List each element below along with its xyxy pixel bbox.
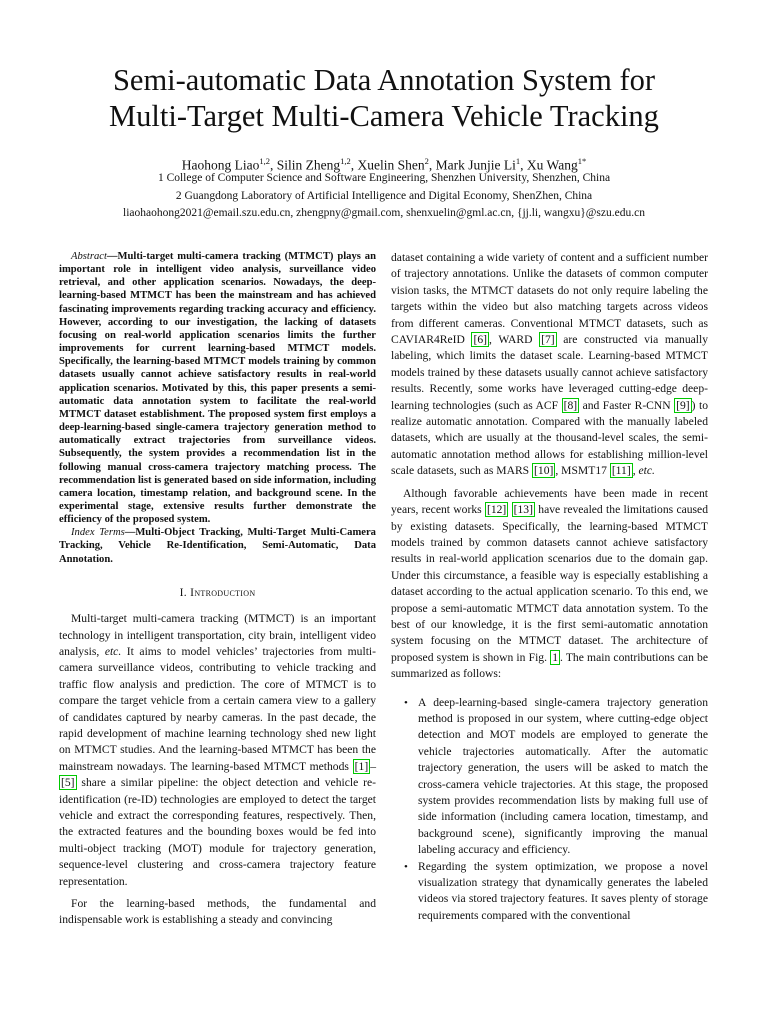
abstract-label: Abstract: [71, 251, 107, 262]
list-item-text: Regarding the system optimization, we propose a novel visualization strategy that dynamically generates the labeled videos via stored trajectory features. It saves plenty of storage requirements compared with the conventional: [418, 859, 708, 922]
list-item-text: A deep-learning-based single-camera trajectory generation method is proposed in our system, where cutting-edge object detection and MOT models are employed to generate the vehicle trajectories automatically. After the automatic trajectory generation, the users will be asked to match the cross-camera vehicle trajectories. At this stage, the proposed system provides recommendation lists by making full use of side information (including camera location, timestamp, and background scene), significantly improving the manual labeling accuracy and efficiency.: [418, 695, 708, 857]
title-line-1: Semi-automatic Data Annotation System for: [112, 63, 656, 97]
intro-paragraph-2: For the learning-based methods, the fundamental and indispensable work is establishing a steady and convincing: [59, 897, 376, 927]
author-separator: ,: [270, 157, 277, 173]
author-affil-mark: 1,2: [259, 156, 271, 166]
body-text: ) to realize automatic annotation. Compared with the manually labeled datasets, which are usually at the thousand-level scales, the semi-automatic annotation method allows for establishing million-level scale datasets, such as MARS: [391, 398, 708, 478]
body-text: , WARD: [489, 333, 540, 347]
citation-link[interactable]: [11]: [611, 464, 631, 478]
intro-text: Multi-target multi-camera tracking (MTMCT) is an important technology in intelligent transportation, city brain, intelligent video analysis,: [59, 612, 376, 658]
author-name: Xuelin Shen: [357, 157, 425, 173]
right-paragraph-1: [391, 250, 708, 480]
author-name: Haohong Liao: [181, 157, 260, 173]
paper-title: [60, 62, 708, 134]
list-item: [391, 695, 708, 859]
section-title: Introduction: [190, 585, 256, 599]
right-column: [391, 250, 708, 924]
author-affil-mark: 1: [515, 156, 521, 166]
body-text: and Faster R-CNN: [579, 398, 675, 412]
body-text: have revealed the limitations caused by existing datasets. Specifically, the learning-based MTMCT models trained by common datasets cannot achieve satisfactory results in real-world application scenarios due to the domain gap. Under this circumstance, a feasible way is especially establishing a dataset according to the actual application scenario. To this end, we propose a semi-automatic MTMCT data annotation system. To the best of our knowledge, it is the first semi-automatic annotation system focusing on the MTMCT dataset. The architecture of proposed system is shown in Fig.: [391, 503, 708, 664]
author-name: Xu Wang: [526, 157, 578, 173]
author-name: Silin Zheng: [276, 157, 341, 173]
citation-link[interactable]: [13]: [513, 503, 533, 517]
index-terms-label: Index Terms: [71, 527, 125, 539]
body-text: dataset containing a wide variety of content and a sufficient number of trajectory annotations. Unlike the datasets of common computer vision tasks, the MTMCT datasets do not only require labeling the targets within the video but also matching targets across videos from different cameras. Conventional MTMCT datasets, such as CAVIAR4ReID: [391, 251, 708, 347]
citation-link[interactable]: [7]: [541, 333, 555, 347]
list-item: [391, 859, 708, 925]
body-text: ,: [632, 464, 639, 478]
right-paragraph-2: [391, 486, 708, 683]
author-affil-mark: 1*: [577, 156, 587, 166]
intro-dash: –: [370, 759, 376, 773]
section-number: I.: [179, 585, 187, 599]
body-text: Although favorable achievements have been made in recent years, recent works: [391, 486, 708, 517]
author-separator: ,: [350, 157, 358, 173]
citation-link[interactable]: [6]: [473, 333, 488, 347]
citation-link[interactable]: [1]: [354, 759, 369, 773]
abstract: [59, 250, 376, 526]
intro-text: It aims to model vehicles’ trajectories from multi-camera surveillance videos, contributing to vehicle tracking and traffic flow analysis and prediction. The core of MTMCT is to compare the target vehicle from a certain camera view to a gallery of candidates captured by nearby cameras. In the past decade, the rapid development of machine learning technology shed new light on MTMCT studies. And the learning-based MTMCT has been the mainstream nowadays. The learning-based MTMCT methods: [59, 644, 376, 773]
author-affil-mark: 2: [424, 156, 429, 166]
section-heading: [59, 585, 376, 601]
left-column: [59, 250, 376, 929]
index-terms-text: —Multi-Object Tracking, Multi-Target Multi-Camera Tracking, Vehicle Re-Identification, Semi-Automatic, Data Annotation.: [59, 527, 376, 565]
contributions-list: [391, 695, 708, 925]
figure-link[interactable]: 1: [552, 650, 558, 664]
body-text: . The main contributions can be summarized as follows:: [391, 650, 708, 681]
author-emails: liaohaohong2021@email.szu.edu.cn, zhengpny@gmail.com, shenxuelin@gml.ac.cn, {jj.li, wangxu}@szu.edu.cn: [123, 207, 645, 219]
citation-link[interactable]: [8]: [563, 398, 578, 412]
title-line-2: Multi-Target Multi-Camera Vehicle Tracking: [109, 99, 659, 133]
intro-etc: etc.: [104, 644, 122, 658]
affiliation-1: 1 College of Computer Science and Software Engineering, Shenzhen University, Shenzhen, China: [157, 172, 611, 184]
author-affil-mark: 1,2: [340, 156, 351, 166]
body-text: are constructed via manually labeling, which limits the dataset scale. Learning-based MTMCT models trained by these datasets usually cannot achieve satisfactory results. Recently, some works have leveraged cutting-edge deep-learning technologies (such as ACF: [391, 333, 709, 412]
citation-link[interactable]: [9]: [676, 398, 690, 412]
author-separator: ,: [428, 157, 436, 173]
author-separator: ,: [520, 157, 527, 173]
intro-paragraph-1: [59, 611, 376, 890]
index-terms: [59, 526, 376, 565]
author-name: Mark Junjie Li: [435, 157, 516, 173]
abstract-text: —Multi-target multi-camera tracking (MTMCT) plays an important role in intelligent video analysis, surveillance video retrieval, and other application scenarios. Nowadays, the deep-learning-based MTMCT has been the mainstream and has achieved fascinating improvements regarding tracking accuracy and efficiency. However, according to our investigation, the lacking of datasets focusing on real-world application scenarios limits the further improvements for current learning-based MTMCT models. Specifically, the learning-based MTMCT models training by common datasets usually cannot achieve satisfactory results in real-world application scenarios. Motivated by this, this paper presents a semi-automatic data annotation system to facilitate the real-world MTMCT dataset establishment. The proposed system first employs a deep-learning-based single-camera trajectory generation method to automatically extract trajectories from surveillance videos. Subsequently, the system provides a recommendation list in the following manual cross-camera trajectory matching process. The recommendation list is generated based on side information, including camera location, timestamp relation, and background scene. In the experimental stage, extensive results further demonstrate the efficiency of the proposed system.: [59, 251, 376, 526]
bullet-icon: •: [404, 696, 408, 709]
affiliation-2: 2 Guangdong Laboratory of Artificial Intelligence and Digital Economy, ShenZhen, China: [175, 190, 593, 202]
citation-link[interactable]: [5]: [61, 776, 75, 790]
body-etc: etc.: [638, 464, 655, 478]
body-text: , MSMT17: [555, 464, 610, 478]
citation-link[interactable]: [10]: [534, 464, 554, 478]
citation-link[interactable]: [12]: [486, 503, 507, 517]
bullet-icon: •: [404, 860, 408, 873]
intro-text: share a similar pipeline: the object detection and vehicle re-identification (re-ID) technologies are employed to detect the target vehicle and extract the corresponding features, respectively. Then, the extracted features and the bounding boxes would be fed into multi-object tracking (MOT) module for trajectory generation, sequence-level clustering and cross-camera trajectory feature representation.: [59, 776, 376, 888]
